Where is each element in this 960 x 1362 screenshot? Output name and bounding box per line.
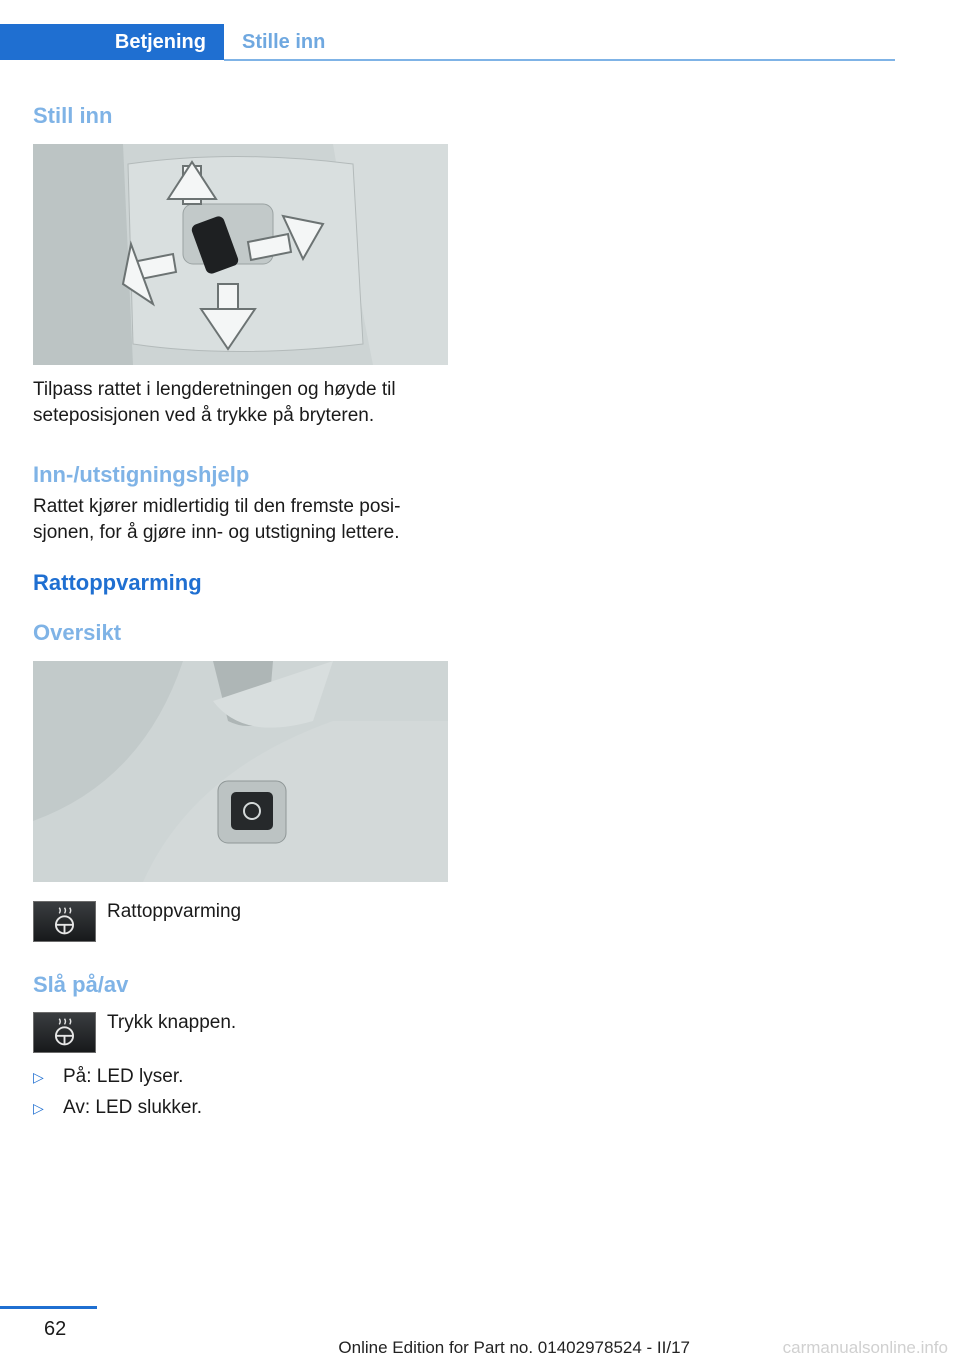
steering-adjust-illustration [33,144,448,365]
section-adjust-body [33,377,453,429]
steering-wheel-heating-icon [34,902,95,941]
heading-entry-exit: Inn-/utstigningshjelp [33,462,250,487]
heating-button-icon-box [33,1012,96,1053]
footer-divider [0,1306,97,1309]
heating-icon-label-wrap [107,899,241,925]
heating-button-illustration [33,661,448,882]
triangle-bullet-icon: ▷ [33,1068,44,1085]
entry-exit-body: Rattet kjører midlertidig til den fremste posi-sjonen, for å gjøre inn- og utstigning lettere. [33,496,401,543]
section-adjust [33,103,453,129]
heating-icon-label: Rattoppvarming [107,901,242,922]
heading-onoff: Slå på/av [33,972,129,997]
edition-text: Online Edition for Part no. 01402978524 - II/17 [338,1338,690,1357]
section-entry-exit [33,462,453,546]
heading-rattoppvarming: Rattoppvarming [33,570,202,595]
list-item [33,1064,183,1090]
bullet-led-off: Av: LED slukker. [63,1097,203,1118]
section-overview [33,620,453,646]
heading-still-inn: Still inn [33,103,113,128]
watermark: carmanualsonline.info [782,1338,948,1357]
page-number: 62 [44,1318,67,1340]
steering-wheel-heating-icon [34,1013,95,1052]
press-button-text: Trykk knappen. [107,1012,237,1033]
steering-adjust-switch-icon [33,144,448,365]
press-text-wrap [107,1010,236,1036]
heading-oversikt: Oversikt [33,620,122,645]
heating-icon-box [33,901,96,942]
tab-betjening[interactable]: Betjening [0,24,224,60]
bullet-led-on: På: LED lyser. [63,1066,184,1087]
section-onoff [33,972,453,998]
header-tabs [0,24,895,62]
list-item [33,1095,202,1121]
section-heating [33,570,453,596]
triangle-bullet-icon: ▷ [33,1099,44,1116]
steering-column-icon [33,661,448,882]
tab-stille-inn[interactable]: Stille inn [242,30,326,53]
adjust-instructions: Tilpass rattet i lengderetningen og høyde til seteposisjonen ved å trykke på bryteren. [33,379,396,426]
header-divider [224,59,895,61]
